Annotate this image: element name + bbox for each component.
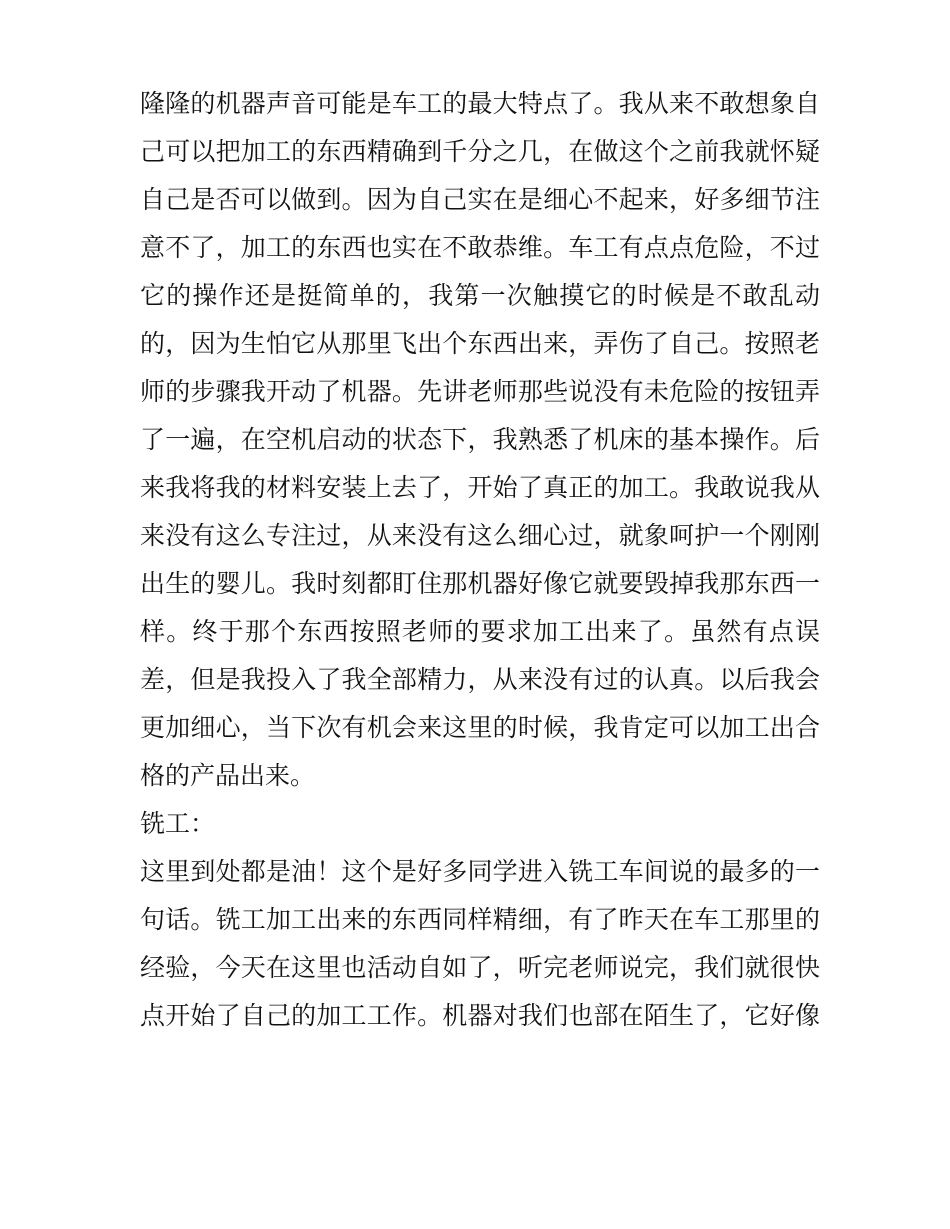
text-line: 来没有这么专注过，从来没有这么细心过，就象呵护一个刚刚 bbox=[140, 521, 820, 550]
text-line: 自己是否可以做到。因为自己实在是细心不起来，好多细节注 bbox=[140, 185, 820, 214]
milling-paragraph bbox=[140, 848, 820, 1040]
text-line: 了一遍，在空机启动的状态下，我熟悉了机床的基本操作。后 bbox=[140, 425, 820, 454]
lathe-paragraph bbox=[140, 80, 820, 800]
text-line: 师的步骤我开动了机器。先讲老师那些说没有未危险的按钮弄 bbox=[140, 377, 820, 406]
document-body bbox=[140, 80, 820, 1040]
text-line: 经验，今天在这里也活动自如了，听完老师说完，我们就很快 bbox=[140, 953, 820, 982]
text-line: 样。终于那个东西按照老师的要求加工出来了。虽然有点误 bbox=[140, 617, 820, 646]
milling-heading bbox=[140, 800, 820, 848]
text-line: 隆隆的机器声音可能是车工的最大特点了。我从来不敢想象自 bbox=[140, 89, 820, 118]
text-line: 更加细心，当下次有机会来这里的时候，我肯定可以加工出合 bbox=[140, 713, 820, 742]
text-line-last: 格的产品出来。 bbox=[140, 761, 316, 790]
text-line: 己可以把加工的东西精确到千分之几，在做这个之前我就怀疑 bbox=[140, 137, 820, 166]
text-line: 差，但是我投入了我全部精力，从来没有过的认真。以后我会 bbox=[140, 665, 820, 694]
text-line: 点开始了自己的加工工作。机器对我们也部在陌生了，它好像 bbox=[140, 1001, 820, 1030]
text-line: 这里到处都是油！这个是好多同学进入铣工车间说的最多的一 bbox=[140, 857, 820, 886]
text-line: 句话。铣工加工出来的东西同样精细，有了昨天在车工那里的 bbox=[140, 905, 820, 934]
text-line: 意不了，加工的东西也实在不敢恭维。车工有点点危险，不过 bbox=[140, 233, 820, 262]
text-line: 它的操作还是挺简单的，我第一次触摸它的时候是不敢乱动 bbox=[140, 281, 820, 310]
section-heading: 铣工： bbox=[140, 809, 216, 838]
text-line: 出生的婴儿。我时刻都盯住那机器好像它就要毁掉我那东西一 bbox=[140, 569, 820, 598]
text-line: 的，因为生怕它从那里飞出个东西出来，弄伤了自己。按照老 bbox=[140, 329, 820, 358]
text-line: 来我将我的材料安装上去了，开始了真正的加工。我敢说我从 bbox=[140, 473, 820, 502]
